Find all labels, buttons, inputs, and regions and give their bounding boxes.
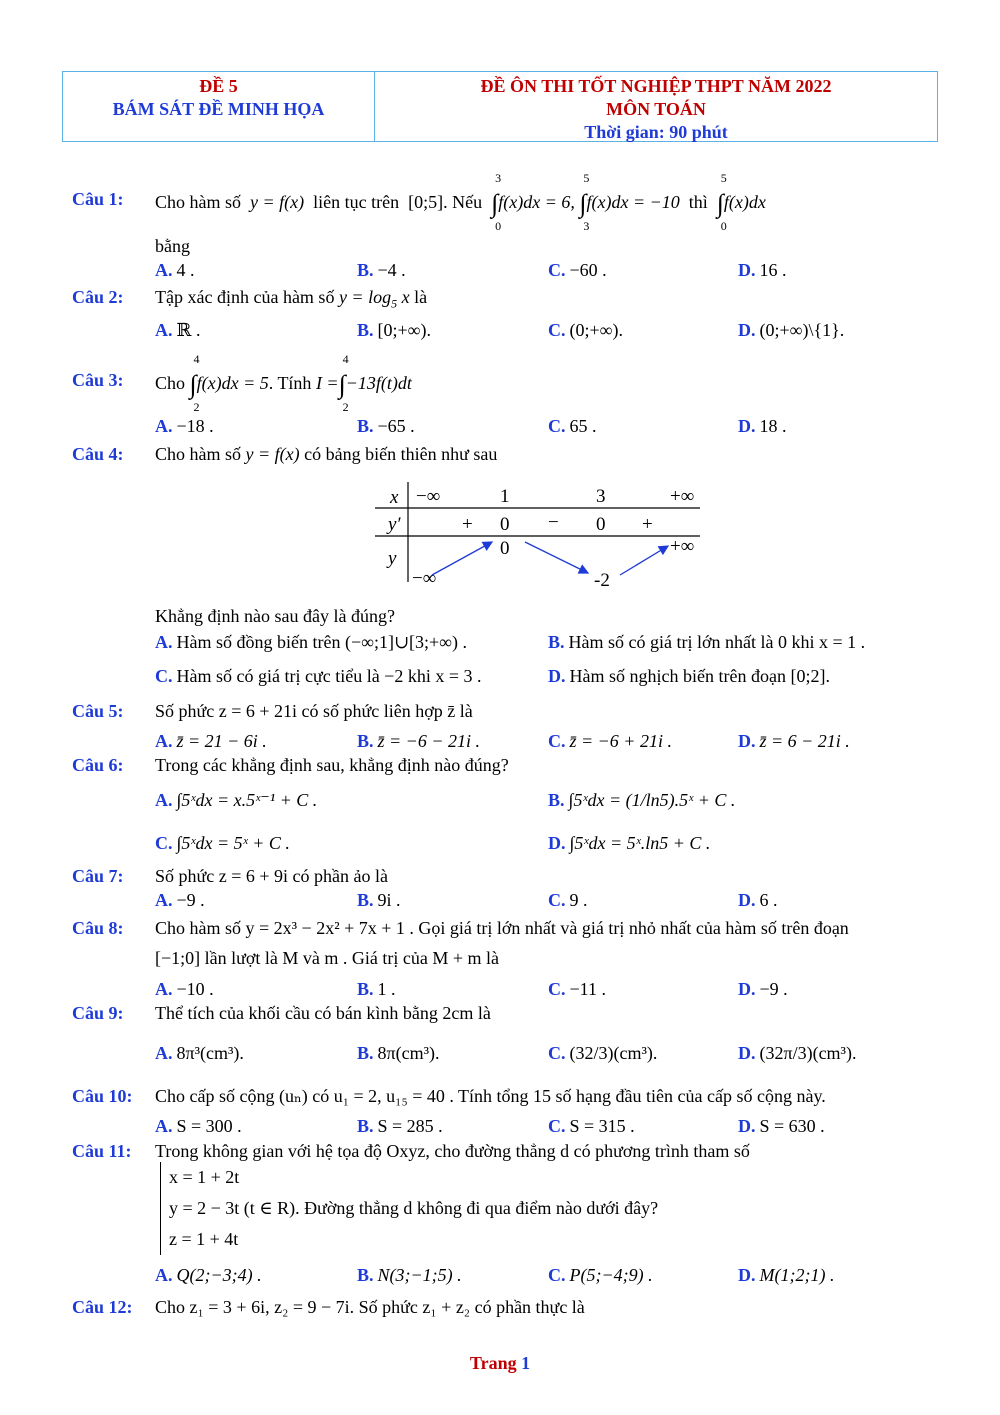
option-text: P(5;−4;9) . bbox=[569, 1265, 653, 1285]
q5-option-b bbox=[357, 731, 480, 752]
q4-text-a: Cho hàm số bbox=[155, 444, 242, 464]
question-6-label: Câu 6: bbox=[72, 755, 124, 775]
option-letter: D. bbox=[738, 731, 756, 751]
option-letter: D. bbox=[738, 1116, 756, 1136]
q4-option-b bbox=[548, 632, 865, 653]
option-text: 65 . bbox=[569, 416, 597, 436]
q2-text-b: là bbox=[414, 287, 428, 307]
q5-option-d bbox=[738, 731, 850, 752]
option-text: 16 . bbox=[759, 260, 787, 280]
q6-option-c bbox=[155, 833, 290, 854]
sys-line-x: x = 1 + 2t bbox=[169, 1167, 240, 1187]
exam-time: Thời gian: 90 phút bbox=[584, 122, 728, 142]
option-letter: B. bbox=[357, 979, 374, 999]
option-letter: A. bbox=[155, 1043, 173, 1063]
q4-prompt: Khẳng định nào sau đây là đúng? bbox=[155, 606, 395, 626]
q2-text: Tập xác định của hàm số bbox=[155, 287, 335, 307]
option-text: −18 . bbox=[176, 416, 214, 436]
q2-func: $y = \log_5 x$ bbox=[338, 287, 410, 311]
q7-option-a bbox=[155, 890, 205, 911]
q10-option-b bbox=[357, 1116, 443, 1137]
option-text: −9 . bbox=[176, 890, 205, 910]
option-text: ∫5ˣdx = 5ˣ + C . bbox=[176, 833, 290, 853]
table-label-yprime: y′ bbox=[388, 514, 401, 535]
option-letter: C. bbox=[548, 1116, 566, 1136]
q4-text-b: có bảng biến thiên như sau bbox=[304, 444, 498, 464]
option-text: z̄ = −6 + 21i . bbox=[569, 731, 672, 751]
q1-int2: f(x)dx = −10 bbox=[586, 192, 680, 213]
option-text: 9 . bbox=[569, 890, 588, 910]
option-letter: D. bbox=[548, 666, 566, 686]
option-letter: D. bbox=[738, 320, 756, 340]
q8-option-b bbox=[357, 979, 396, 1000]
page-number: 1 bbox=[521, 1353, 531, 1373]
question-7-text: Số phức z = 6 + 9i có phần ảo là bbox=[155, 866, 389, 886]
q1-text-e: bằng bbox=[155, 236, 190, 256]
option-text: N(3;−1;5) . bbox=[377, 1265, 462, 1285]
option-letter: B. bbox=[548, 790, 565, 810]
q3-int2: −13f(t)dt bbox=[345, 373, 412, 394]
exam-subtitle: BÁM SÁT ĐỀ MINH HỌA bbox=[112, 99, 325, 119]
q1-text-c: . Nếu bbox=[443, 192, 483, 213]
yp-zero-2: 0 bbox=[596, 514, 606, 535]
option-letter: D. bbox=[738, 1265, 756, 1285]
question-1-label: Câu 1: bbox=[72, 189, 124, 209]
q7-option-c bbox=[548, 890, 588, 911]
option-text: −60 . bbox=[569, 260, 607, 280]
q9-option-d bbox=[738, 1043, 856, 1064]
yp-zero-1: 0 bbox=[500, 514, 510, 535]
option-text: S = 315 . bbox=[569, 1116, 635, 1136]
y-neg-inf: −∞ bbox=[412, 568, 437, 589]
q5-option-a bbox=[155, 731, 267, 752]
question-2-text bbox=[155, 287, 427, 312]
x-pos-inf: +∞ bbox=[670, 486, 695, 507]
option-text: ℝ . bbox=[176, 320, 201, 340]
sys-line-z: z = 1 + 4t bbox=[169, 1229, 239, 1249]
q1-text-b: liên tục trên bbox=[313, 192, 400, 213]
q7-option-b bbox=[357, 890, 401, 911]
variation-table bbox=[370, 480, 710, 595]
x-three: 3 bbox=[596, 486, 606, 507]
option-text: Hàm số có giá trị lớn nhất là 0 khi x = 1 . bbox=[568, 632, 866, 652]
q11-option-c bbox=[548, 1265, 653, 1286]
q2-option-a bbox=[155, 320, 200, 341]
option-text: (32π/3)(cm³). bbox=[759, 1043, 857, 1063]
option-text: 1 . bbox=[377, 979, 396, 999]
integral-icon: ∫ 5 3 bbox=[579, 171, 590, 233]
q1-text-d: thì bbox=[688, 192, 708, 213]
yp-plus-2: + bbox=[642, 514, 653, 535]
option-text: ∫5ˣdx = x.5ˣ⁻¹ + C . bbox=[176, 790, 318, 810]
option-letter: D. bbox=[738, 979, 756, 999]
option-text: ∫5ˣdx = (1/ln5).5ˣ + C . bbox=[568, 790, 736, 810]
question-12-text: Cho z₁ = 3 + 6i, z₂ = 9 − 7i. Số phức z₁ + z₂ có phần thực là bbox=[155, 1297, 585, 1317]
option-letter: A. bbox=[155, 1265, 173, 1285]
exam-title: ĐỀ ÔN THI TỐT NGHIỆP THPT NĂM 2022 bbox=[480, 76, 832, 96]
q1-func: y = f(x) bbox=[250, 192, 305, 213]
option-text: (0;+∞)\{1}. bbox=[759, 320, 845, 340]
option-text: 6 . bbox=[759, 890, 778, 910]
param-system bbox=[160, 1162, 658, 1255]
option-text: −65 . bbox=[377, 416, 415, 436]
q1-int3: f(x)dx bbox=[723, 192, 766, 213]
q3-text-a: Cho bbox=[155, 373, 186, 394]
q9-option-c bbox=[548, 1043, 657, 1064]
option-letter: B. bbox=[357, 1116, 374, 1136]
q1-option-c bbox=[548, 260, 607, 281]
integral-icon: ∫ 4 2 bbox=[338, 352, 349, 414]
q10-option-c bbox=[548, 1116, 635, 1137]
option-letter: D. bbox=[738, 1043, 756, 1063]
question-11-label: Câu 11: bbox=[72, 1141, 132, 1161]
option-letter: A. bbox=[155, 416, 173, 436]
page-word: Trang bbox=[469, 1353, 517, 1373]
option-text: S = 630 . bbox=[759, 1116, 825, 1136]
q8-option-a bbox=[155, 979, 214, 1000]
q3-option-b bbox=[357, 416, 415, 437]
option-letter: B. bbox=[357, 416, 374, 436]
question-8-label: Câu 8: bbox=[72, 918, 124, 938]
option-text: ∫5ˣdx = 5ˣ.ln5 + C . bbox=[569, 833, 711, 853]
q3-int1: f(x)dx = 5 bbox=[196, 373, 269, 394]
question-10-text: Cho cấp số cộng (uₙ) có u₁ = 2, u₁₅ = 40 . Tính tổng 15 số hạng đầu tiên của cấp số cộng này. bbox=[155, 1086, 826, 1106]
question-5-label: Câu 5: bbox=[72, 701, 124, 721]
q2-option-c bbox=[548, 320, 623, 341]
option-letter: B. bbox=[357, 1043, 374, 1063]
q7-option-d bbox=[738, 890, 778, 911]
q4-option-d bbox=[548, 666, 830, 687]
option-letter: B. bbox=[357, 1265, 374, 1285]
option-text: M(1;2;1) . bbox=[759, 1265, 835, 1285]
option-text: [0;+∞). bbox=[377, 320, 431, 340]
option-text: (0;+∞). bbox=[569, 320, 623, 340]
option-letter: A. bbox=[155, 632, 173, 652]
question-6-text: Trong các khẳng định sau, khẳng định nào đúng? bbox=[155, 755, 509, 775]
x-one: 1 bbox=[500, 486, 510, 507]
question-7-label: Câu 7: bbox=[72, 866, 124, 886]
option-text: −4 . bbox=[377, 260, 406, 280]
q3-option-a bbox=[155, 416, 214, 437]
question-8-text2: [−1;0] lần lượt là M và m . Giá trị của M + m là bbox=[155, 948, 500, 968]
integral-icon: ∫ 5 0 bbox=[716, 171, 727, 233]
q8-option-d bbox=[738, 979, 788, 1000]
table-label-x: x bbox=[390, 487, 399, 508]
q1-interval: [0;5] bbox=[408, 192, 444, 213]
option-text: −11 . bbox=[569, 979, 606, 999]
arrow-up-icon bbox=[432, 542, 492, 575]
q5-option-c bbox=[548, 731, 672, 752]
q11-option-d bbox=[738, 1265, 834, 1286]
header-left bbox=[63, 72, 375, 141]
option-text: 8π(cm³). bbox=[377, 1043, 440, 1063]
question-9-text: Thể tích của khối cầu có bán kình bằng 2cm là bbox=[155, 1003, 491, 1023]
option-letter: A. bbox=[155, 890, 173, 910]
option-text: 4 . bbox=[176, 260, 195, 280]
q1-int1: f(x)dx = 6, bbox=[498, 192, 575, 213]
question-4-text bbox=[155, 444, 497, 465]
option-text: 9i . bbox=[377, 890, 401, 910]
q4-option-a bbox=[155, 632, 467, 653]
option-letter: B. bbox=[357, 260, 374, 280]
question-2-label: Câu 2: bbox=[72, 287, 124, 307]
q11-option-a bbox=[155, 1265, 262, 1286]
q9-option-b bbox=[357, 1043, 439, 1064]
q6-option-a bbox=[155, 790, 317, 811]
question-9-label: Câu 9: bbox=[72, 1003, 124, 1023]
option-letter: C. bbox=[548, 1265, 566, 1285]
q8-option-c bbox=[548, 979, 606, 1000]
option-text: Q(2;−3;4) . bbox=[176, 1265, 262, 1285]
x-neg-inf: −∞ bbox=[416, 486, 441, 507]
table-label-y: y bbox=[388, 548, 397, 569]
option-letter: C. bbox=[155, 833, 173, 853]
question-4-label: Câu 4: bbox=[72, 444, 124, 464]
page-footer bbox=[0, 1353, 1000, 1374]
integral-icon: ∫ 4 2 bbox=[189, 352, 200, 414]
option-letter: C. bbox=[548, 979, 566, 999]
y-min: -2 bbox=[594, 570, 610, 591]
q4-option-c bbox=[155, 666, 482, 687]
q1-text-a: Cho hàm số bbox=[155, 192, 242, 213]
question-5-text: Số phức z = 6 + 21i có số phức liên hợp z̄ là bbox=[155, 701, 473, 721]
q6-option-d bbox=[548, 833, 710, 854]
option-text: z̄ = 21 − 6i . bbox=[176, 731, 267, 751]
option-letter: B. bbox=[357, 890, 374, 910]
q3-option-c bbox=[548, 416, 597, 437]
option-letter: C. bbox=[548, 260, 566, 280]
question-8-text: Cho hàm số y = 2x³ − 2x² + 7x + 1 . Gọi giá trị lớn nhất và giá trị nhỏ nhất của hàm số trên đoạn bbox=[155, 918, 849, 938]
header-right bbox=[375, 72, 937, 141]
option-text: S = 300 . bbox=[176, 1116, 242, 1136]
exam-subject: MÔN TOÁN bbox=[606, 99, 706, 119]
q1-option-a bbox=[155, 260, 195, 281]
question-3-text bbox=[155, 352, 412, 414]
option-text: z̄ = −6 − 21i . bbox=[377, 731, 480, 751]
option-letter: C. bbox=[548, 1043, 566, 1063]
question-12-label: Câu 12: bbox=[72, 1297, 133, 1317]
y-pos-inf: +∞ bbox=[670, 536, 695, 557]
option-letter: C. bbox=[548, 320, 566, 340]
q2-option-b bbox=[357, 320, 431, 341]
y-max: 0 bbox=[500, 538, 510, 559]
header-box bbox=[62, 71, 938, 142]
option-letter: C. bbox=[548, 416, 566, 436]
option-text: Hàm số đồng biến trên (−∞;1]∪[3;+∞) . bbox=[176, 632, 467, 652]
option-text: −10 . bbox=[176, 979, 214, 999]
option-letter: A. bbox=[155, 979, 173, 999]
yp-minus: − bbox=[548, 512, 559, 533]
q10-option-d bbox=[738, 1116, 825, 1137]
question-11-text: Trong không gian với hệ tọa độ Oxyz, cho đường thẳng d có phương trình tham số bbox=[155, 1141, 750, 1161]
option-letter: A. bbox=[155, 320, 173, 340]
q1-option-b bbox=[357, 260, 406, 281]
q10-option-a bbox=[155, 1116, 242, 1137]
q9-option-a bbox=[155, 1043, 244, 1064]
option-letter: D. bbox=[738, 890, 756, 910]
option-text: (32/3)(cm³). bbox=[569, 1043, 658, 1063]
yp-plus-1: + bbox=[462, 514, 473, 535]
arrow-up-icon bbox=[620, 546, 668, 575]
option-text: Hàm số có giá trị cực tiểu là −2 khi x = 3 . bbox=[176, 666, 482, 686]
option-letter: A. bbox=[155, 260, 173, 280]
sys-line-y: y = 2 − 3t (t ∈ R). Đường thẳng d không đi qua điểm nào dưới đây? bbox=[169, 1198, 659, 1218]
option-letter: A. bbox=[155, 1116, 173, 1136]
option-text: S = 285 . bbox=[377, 1116, 443, 1136]
question-10-label: Câu 10: bbox=[72, 1086, 133, 1106]
q4-func: y = f(x) bbox=[245, 444, 300, 464]
option-letter: C. bbox=[548, 890, 566, 910]
q2-option-d bbox=[738, 320, 844, 341]
option-letter: B. bbox=[357, 320, 374, 340]
question-1-text bbox=[155, 171, 766, 233]
option-letter: D. bbox=[738, 416, 756, 436]
q3-text-b: . Tính bbox=[268, 373, 312, 394]
option-text: Hàm số nghịch biến trên đoạn [0;2]. bbox=[569, 666, 830, 686]
q3-i: I = bbox=[315, 373, 339, 394]
option-text: 18 . bbox=[759, 416, 787, 436]
q6-option-b bbox=[548, 790, 735, 811]
option-letter: D. bbox=[548, 833, 566, 853]
option-letter: D. bbox=[738, 260, 756, 280]
option-letter: A. bbox=[155, 790, 173, 810]
arrow-down-icon bbox=[525, 542, 588, 573]
option-letter: B. bbox=[357, 731, 374, 751]
option-letter: B. bbox=[548, 632, 565, 652]
option-text: z̄ = 6 − 21i . bbox=[759, 731, 850, 751]
exam-number: ĐỀ 5 bbox=[199, 76, 238, 96]
option-letter: C. bbox=[155, 666, 173, 686]
q3-option-d bbox=[738, 416, 787, 437]
q1-option-d bbox=[738, 260, 787, 281]
integral-icon: ∫ 3 0 bbox=[491, 171, 502, 233]
option-letter: A. bbox=[155, 731, 173, 751]
q11-option-b bbox=[357, 1265, 462, 1286]
option-letter: C. bbox=[548, 731, 566, 751]
option-text: −9 . bbox=[759, 979, 788, 999]
question-3-label: Câu 3: bbox=[72, 370, 124, 390]
option-text: 8π³(cm³). bbox=[176, 1043, 244, 1063]
